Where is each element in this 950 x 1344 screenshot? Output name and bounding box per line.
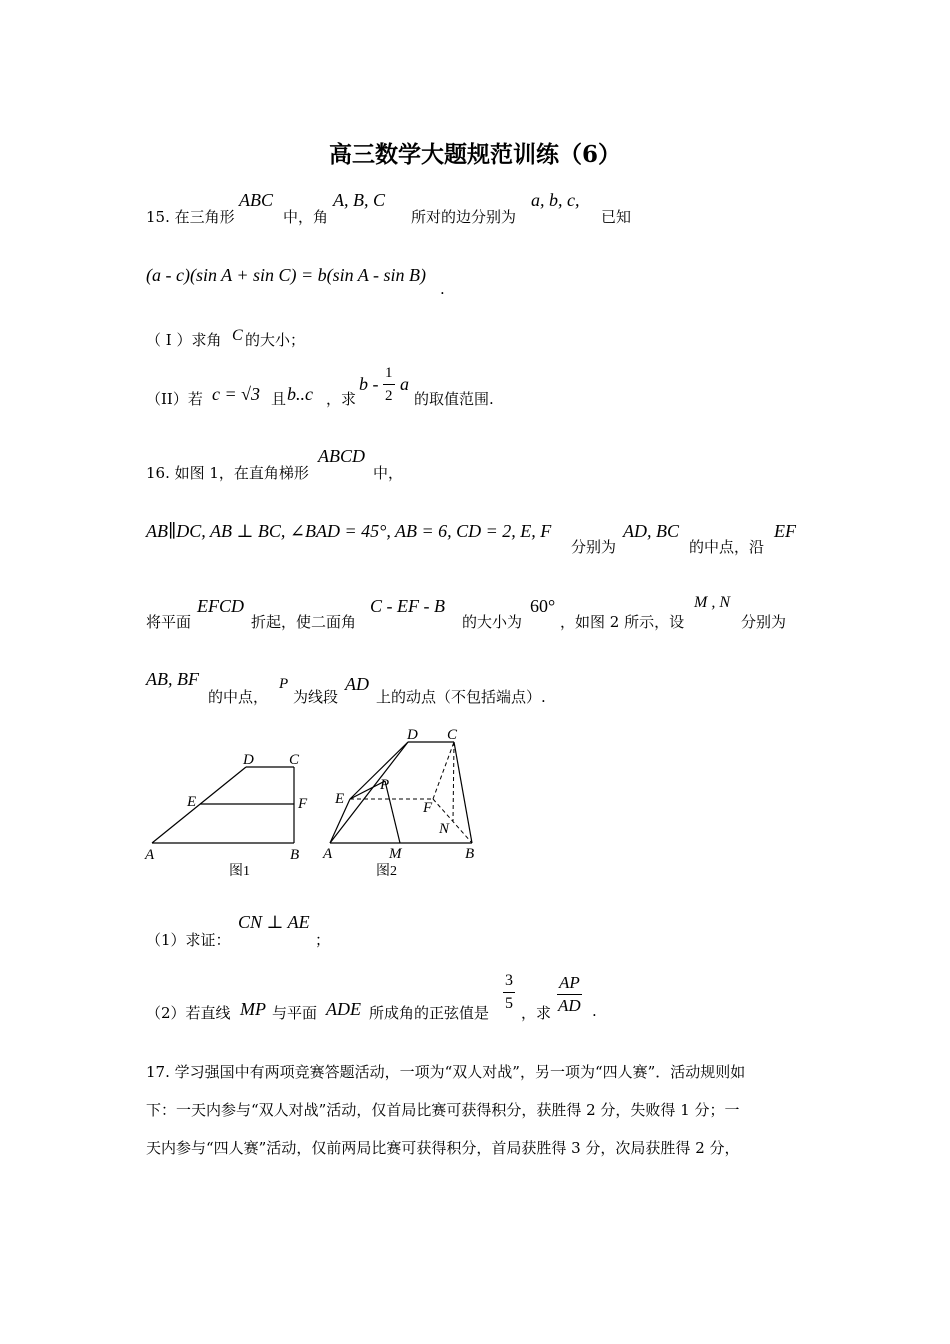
fig2-edge-ed xyxy=(350,742,408,799)
q15-angles: A, B, C xyxy=(333,190,385,210)
fig2-label-n: N xyxy=(439,821,450,837)
q16-part2-open: （2）若直线 xyxy=(146,1004,231,1022)
q16-ad: AD xyxy=(345,674,369,694)
fig1-label-f: F xyxy=(298,796,308,812)
q16-ef: EF xyxy=(774,521,796,541)
fig1-label-e: E xyxy=(187,794,197,810)
q16-mn: M , N xyxy=(694,594,730,611)
q15-part2-c: c = √3 xyxy=(212,384,261,404)
q16-sep2: 分别为 xyxy=(741,613,787,631)
q15-equation: (a - c)(sin A + sin C) = b(sin A - sin B) xyxy=(146,265,426,285)
q15-abc: ABC xyxy=(239,190,273,210)
q16-angle: 60° xyxy=(530,596,556,616)
fig1-caption: 图1 xyxy=(229,864,250,879)
fig1-edge-da xyxy=(152,767,246,843)
q15-part1-var: C xyxy=(232,327,243,344)
page-title: 高三数学大题规范训练（6） xyxy=(328,141,621,168)
q16-sep1: 分别为 xyxy=(571,538,617,556)
fig1-label-b: B xyxy=(290,847,300,863)
q16-mid: 中， xyxy=(373,464,404,482)
q15-mid2: 所对的边分别为 xyxy=(411,208,517,226)
q16-part2-sine: 所成角的正弦值是 xyxy=(369,1004,490,1022)
q16-ratio-fraction xyxy=(557,972,582,1017)
q16-fig2-ref: ，如图 2 所示，设 xyxy=(560,613,685,631)
q16-sine-fraction xyxy=(503,970,515,1015)
q16-part2-close: . xyxy=(592,1002,597,1020)
q16-size: 的大小为 xyxy=(462,613,523,631)
fig2-edge-cb xyxy=(454,742,472,843)
q16-ab-bf: AB, BF xyxy=(146,669,199,689)
q15-frac-num: 1 xyxy=(383,362,395,385)
fig1-label-d: D xyxy=(243,752,254,768)
fig1-label-c: C xyxy=(289,752,300,768)
q15-part2-expr-b: b - xyxy=(359,374,379,394)
q16-part2-mid: 与平面 xyxy=(272,1004,318,1022)
q16-moving: 上的动点（不包括端点）. xyxy=(376,688,546,706)
q16-sine-num: 3 xyxy=(503,970,515,993)
fig2-label-m: M xyxy=(389,846,402,862)
q15-part2-open: （II）若 xyxy=(146,390,203,408)
fig2-edge-cn xyxy=(453,742,454,821)
q15-mid1: 中，角 xyxy=(283,208,329,226)
q15-part1-close: 的大小； xyxy=(245,331,306,349)
q17-line1: 17. 学习强国中有两项竞赛答题活动，一项为“双人对战”，另一项为“四人赛”．活动规则如 xyxy=(146,1063,746,1081)
q15-prefix: 15. 在三角形 xyxy=(146,208,235,226)
q16-midpoint2: 的中点， xyxy=(208,688,269,706)
q16-sine-den: 5 xyxy=(505,995,513,1012)
q15-period: . xyxy=(440,280,445,298)
q15-part2-close: 的取值范围. xyxy=(414,390,494,408)
q17-line3: 天内参与“四人赛”活动，仅前两局比赛可获得积分，首局获胜得 3 分，次局获胜得 2 分， xyxy=(146,1139,740,1157)
fig2-label-c: C xyxy=(447,727,458,743)
q16-fold-open: 将平面 xyxy=(146,613,192,631)
fig2-label-a: A xyxy=(323,846,333,862)
figure-2 xyxy=(330,742,472,843)
fig2-label-p: P xyxy=(380,777,390,793)
q15-sides: a, b, c, xyxy=(531,190,580,210)
q16-part1-expr: CN ⊥ AE xyxy=(238,912,310,932)
q15-part1-open: （ I ）求角 xyxy=(146,331,222,349)
fig2-label-b: B xyxy=(465,846,475,862)
q16-conditions: AB∥DC, AB ⊥ BC, ∠BAD = 45°, AB = 6, CD = 2, E, F xyxy=(146,521,552,541)
q16-figures xyxy=(140,720,490,885)
q16-ade: ADE xyxy=(326,999,361,1019)
q16-part1-close: ； xyxy=(315,931,331,949)
q15-part2-and: 且 xyxy=(271,390,287,408)
fig2-label-d: D xyxy=(407,727,418,743)
q16-ratio-num: AP xyxy=(557,972,582,995)
q16-ad-bc: AD, BC xyxy=(623,521,679,541)
fig2-edge-fc xyxy=(433,742,454,799)
fig1-label-a: A xyxy=(145,847,155,863)
fig2-caption: 图2 xyxy=(376,864,397,879)
q17-line2: 下：一天内参与“双人对战”活动，仅首局比赛可获得积分，获胜得 2 分，失败得 1 分；一 xyxy=(146,1101,740,1119)
q16-efcd: EFCD xyxy=(197,596,244,616)
q16-seg: 为线段 xyxy=(293,688,339,706)
q16-midpoint: 的中点，沿 xyxy=(689,538,765,556)
fig2-label-e: E xyxy=(335,791,345,807)
q16-prefix: 16. 如图 1，在直角梯形 xyxy=(146,464,309,482)
q16-part2-ask: ，求 xyxy=(521,1004,552,1022)
q15-part2-cond: b..c xyxy=(287,384,313,404)
q15-part2-expr-a: a xyxy=(400,374,409,394)
q16-dihedral: C - EF - B xyxy=(370,596,445,616)
q16-abcd: ABCD xyxy=(318,446,365,466)
figure-1 xyxy=(152,767,294,843)
q16-p: P xyxy=(279,676,289,692)
q15-tail: 已知 xyxy=(601,208,632,226)
q16-part1-open: （1）求证： xyxy=(146,931,231,949)
fig2-label-f: F xyxy=(423,800,433,816)
q15-part2-ask: ，求 xyxy=(326,390,357,408)
q15-part2-fraction xyxy=(383,362,395,407)
q15-frac-den: 2 xyxy=(385,388,393,404)
q16-fold-mid: 折起，使二面角 xyxy=(251,613,357,631)
q16-mp: MP xyxy=(240,999,266,1019)
q16-ratio-den: AD xyxy=(558,996,581,1015)
